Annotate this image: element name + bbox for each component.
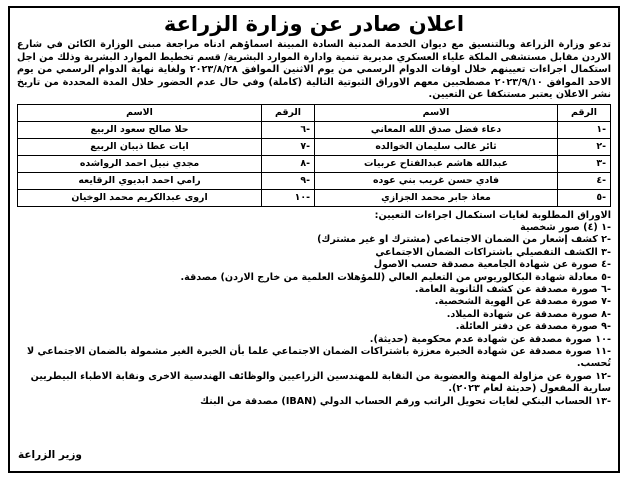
list-item: -١١ صورة مصدقة عن شهادة الخبرة معززة باشتراكات الضمان الاجتماعي علما بأن الخبرة الغير مشمولة بالضمان الاجتماعي لا تُحسب. [27,346,611,370]
row-name: رامي احمد ابديوي الرقايعه [18,172,262,189]
table-row [18,172,611,189]
list-item: -٤ صورة عن شهادة الجامعية مصدقة حسب الاصول [373,259,611,271]
list-item: -٣ الكشف التفصيلي باشتراكات الضمان الاجتماعي [375,246,611,258]
row-number: -٨ [262,155,315,172]
header-number-2: الرقم [262,104,315,121]
row-number: -١ [558,121,611,138]
row-number: -٢ [558,138,611,155]
row-name: مجدي نبيل احمد الرواشده [18,155,262,172]
list-item: -١٢ صورة عن مزاولة المهنة والعضوية من النقابة للمهندسين الزراعيين والوظائف الهندسية الاخرى ونقابة الاطباء البيطريين سارية المفعول (حديثة لعام ٢٠٢٣). [30,370,611,395]
table-row [18,189,611,206]
list-item: -٢ كشف إشعار من الضمان الاجتماعي (مشترك او غير مشترك) [317,234,611,246]
header-name-2: الاسم [18,104,262,121]
documents-header: الاوراق المطلوبة لغايات استكمال اجراءات التعيين: [374,209,611,221]
header-number: الرقم [558,104,611,121]
list-item: -١٣ الحساب البنكي لغايات تحويل الراتب ورقم الحساب الدولي (IBAN) مصدقة من البنك [200,395,611,407]
row-name: ثائر غالب سليمان الخوالده [315,138,558,155]
table-row [18,121,611,138]
row-name: عبدالله هاشم عبدالفتاح عربيات [315,155,558,172]
table-row [18,155,611,172]
row-number: -٣ [558,155,611,172]
row-number: -٦ [262,121,315,138]
row-number: -٥ [558,189,611,206]
row-name: حلا صالح سعود الربيع [18,121,262,138]
documents-list [17,222,611,408]
list-item: -٥ معادلة شهادة البكالوريوس من التعليم العالي (للمؤهلات العلمية من خارج الاردن) مصدقة. [180,271,611,283]
minister-signature: وزير الزراعة [18,449,82,461]
announcement-page [8,6,620,473]
row-name: اروى عبدالكريم محمد الوخيان [18,189,262,206]
table-row [18,138,611,155]
row-number: -١٠ [262,189,315,206]
row-name: ايات عطا ذيبان الربيع [18,138,262,155]
row-number: -٧ [262,138,315,155]
row-name: دعاء فضل صدق الله المعاني [315,121,558,138]
candidates-table [17,104,611,207]
list-item: -٧ صورة مصدقة عن الهوية الشخصية. [434,296,611,308]
list-item: -٨ صورة مصدقة عن شهادة الميلاد. [446,308,611,320]
row-number: -٤ [558,172,611,189]
list-item: -١٠ صورة مصدقة عن شهادة عدم محكومية (حديثة). [369,333,611,345]
list-item: -٦ صورة مصدقة عن كشف الثانوية العامة. [414,284,611,295]
table-header-row [18,104,611,121]
list-item: -١ (٤) صور شخصية [520,221,611,233]
row-number: -٩ [262,172,315,189]
announcement-title: اعلان صادر عن وزارة الزراعة [163,12,465,36]
list-item: -٩ صورة مصدقة عن دفتر العائلة. [455,321,611,333]
row-name: فادي حسن غريب بني عوده [315,172,558,189]
header-name: الاسم [315,104,558,121]
announcement-intro: تدعو وزارة الزراعة وبالتنسيق مع ديوان الخدمة المدنية السادة المبينة اسماؤهم ادناه مراجعة مبنى الوزارة الكائن في شارع الاردن مقابل مستشفى الملكة علياء العسكري مديرية تنمية وادارة الموارد البشرية/ قسم تخطيط الموارد البشرية وذلك من اجل استكمال اجراءات تعيينهم خلال اوقات الدوام الرسمي من يوم الاثنين الموافق ٢٠٢٣/٨/٢٨ ولغاية نهاية الدوام الرسمي من يوم الاحد الموافق ٢٠٢٣/٩/١٠ مصطحبين معهم الاوراق الثبوتية التالية (كاملة) وفي حال عدم الحضور خلال المدة المحددة من تاريخ نشر الاعلان يعتبر مستنكفا عن التعيين. [17,39,612,101]
row-name: معاذ جابر محمد الجزازي [315,189,558,206]
